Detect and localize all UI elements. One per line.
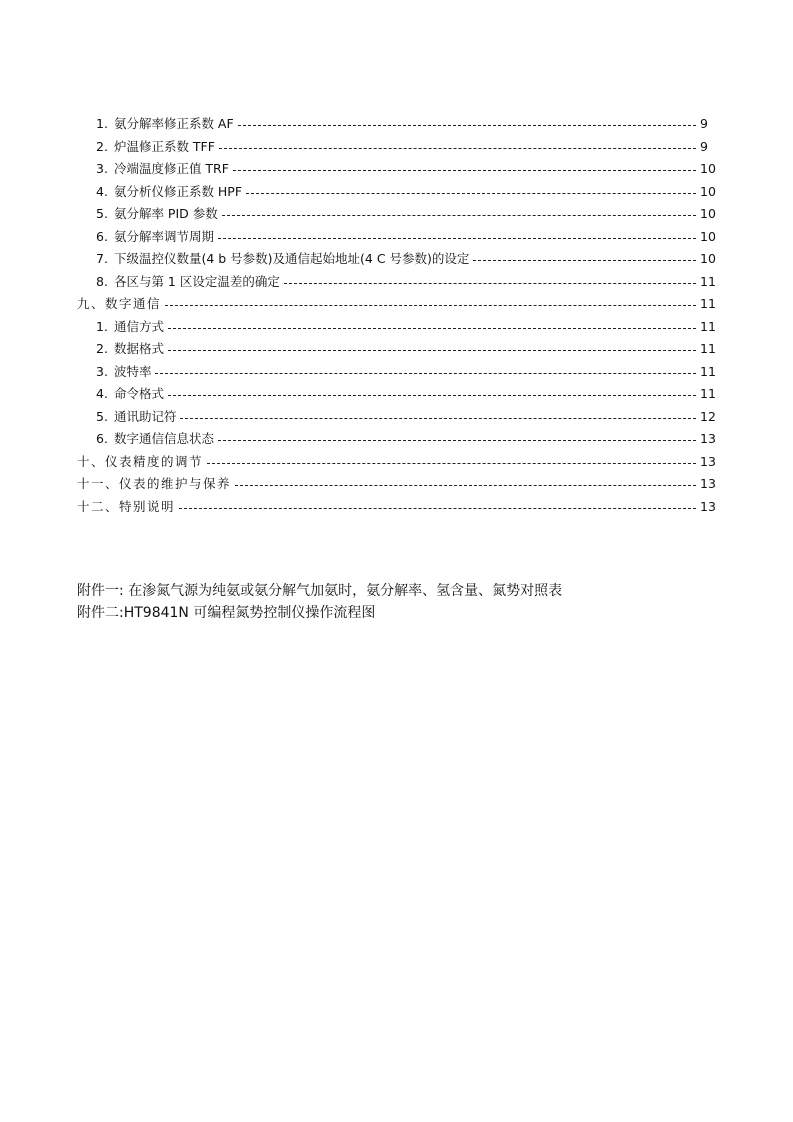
toc-entry[interactable] [0,406,793,429]
toc-entry-title: 氨分解率修正系数 AF [113,116,234,131]
toc-entry[interactable] [0,226,793,249]
dot-leader [180,417,696,419]
appendix-item-1: 附件一: 在渗氮气源为纯氨或氨分解气加氨时，氨分解率、氢含量、氮势对照表 [77,583,563,599]
appendix-list [77,580,562,624]
toc-entry[interactable] [0,338,793,361]
toc-chapter-title: 十二、特别说明 [77,498,176,514]
toc-entry-page: 12 [700,408,716,424]
toc-entry-page: 10 [700,206,716,221]
toc-entry-page: 10 [700,183,716,199]
toc-entry-title: 冷端温度修正值 TRF [113,161,229,176]
toc-chapter[interactable] [0,293,793,316]
toc-entry[interactable] [0,158,793,181]
appendix-item-2: 附件二:HT9841N 可编程氮势控制仪操作流程图 [77,605,376,621]
toc-chapter-title: 十一、仪表的维护与保养 [77,476,232,491]
toc-entry-page: 10 [700,228,716,244]
toc-entry-number: 3. [96,363,108,379]
toc-entry-page: 9 [700,138,708,154]
toc-entry-title: 数字通信信息状态 [113,431,214,446]
toc-entry[interactable] [0,181,793,204]
toc-entry-number: 2. [96,341,108,356]
toc-entry-page: 11 [700,273,716,289]
toc-entry-number: 5. [96,206,108,221]
toc-entry-title: 氨分解率调节周期 [113,228,214,244]
toc-entry-number: 5. [96,408,108,424]
dot-leader [207,462,696,464]
toc-entry-page: 13 [700,476,716,491]
dot-leader [155,372,696,374]
toc-entry-page: 11 [700,363,716,379]
toc-entry-title: 氨分解率 PID 参数 [113,206,218,221]
toc-entry-page: 11 [700,386,716,401]
toc-entry-title: 命令格式 [113,386,164,401]
toc-entry-page: 13 [700,498,716,514]
toc-entry[interactable] [0,361,793,384]
toc-entry[interactable] [0,113,793,136]
toc-entry[interactable] [0,428,793,451]
toc-entry-page: 10 [700,161,716,176]
dot-leader [238,124,696,126]
toc-entry-number: 1. [96,318,108,334]
dot-leader [165,304,696,306]
toc-entry-number: 6. [96,431,108,446]
toc-entry-title: 波特率 [113,363,152,379]
dot-leader [168,349,696,351]
toc-chapter[interactable] [0,473,793,496]
toc-entry-title: 通信方式 [113,318,164,334]
toc-chapter[interactable] [0,496,793,519]
toc-chapter-title: 十、仪表精度的调节 [77,453,204,469]
toc-entry-title: 数据格式 [113,341,164,356]
table-of-contents [0,113,793,518]
toc-entry-title: 炉温修正系数 TFF [113,138,215,154]
toc-entry-title: 各区与第 1 区设定温差的确定 [113,273,280,289]
dot-leader [473,259,696,261]
dot-leader [218,439,696,441]
toc-entry[interactable] [0,203,793,226]
dot-leader [218,237,696,239]
toc-entry-page: 10 [700,251,716,266]
toc-entry-page: 13 [700,431,716,446]
toc-entry[interactable] [0,383,793,406]
toc-entry-number: 1. [96,116,108,131]
dot-leader [168,394,696,396]
toc-entry-page: 13 [700,453,716,469]
dot-leader [235,484,696,486]
toc-entry-page: 9 [700,116,708,131]
toc-chapter-title: 九、数字通信 [77,296,162,311]
toc-entry[interactable] [0,136,793,159]
toc-entry-number: 2. [96,138,108,154]
toc-entry-page: 11 [700,296,716,311]
dot-leader [222,214,696,216]
toc-entry-title: 通讯助记符 [113,408,177,424]
dot-leader [233,169,696,171]
toc-entry-title: 下级温控仪数量(4 b 号参数)及通信起始地址(4 C 号参数)的设定 [113,251,470,266]
dot-leader [179,507,696,509]
toc-entry-number: 7. [96,251,108,266]
toc-entry-number: 4. [96,386,108,401]
toc-entry-number: 4. [96,183,108,199]
toc-entry-number: 8. [96,273,108,289]
dot-leader [284,282,696,284]
toc-chapter[interactable] [0,451,793,474]
toc-entry-page: 11 [700,318,716,334]
toc-entry-page: 11 [700,341,716,356]
dot-leader [168,327,696,329]
toc-entry[interactable] [0,248,793,271]
toc-entry-number: 6. [96,228,108,244]
dot-leader [246,192,696,194]
toc-entry[interactable] [0,271,793,294]
dot-leader [219,147,696,149]
toc-entry[interactable] [0,316,793,339]
toc-entry-title: 氨分析仪修正系数 HPF [113,183,243,199]
toc-entry-number: 3. [96,161,108,176]
